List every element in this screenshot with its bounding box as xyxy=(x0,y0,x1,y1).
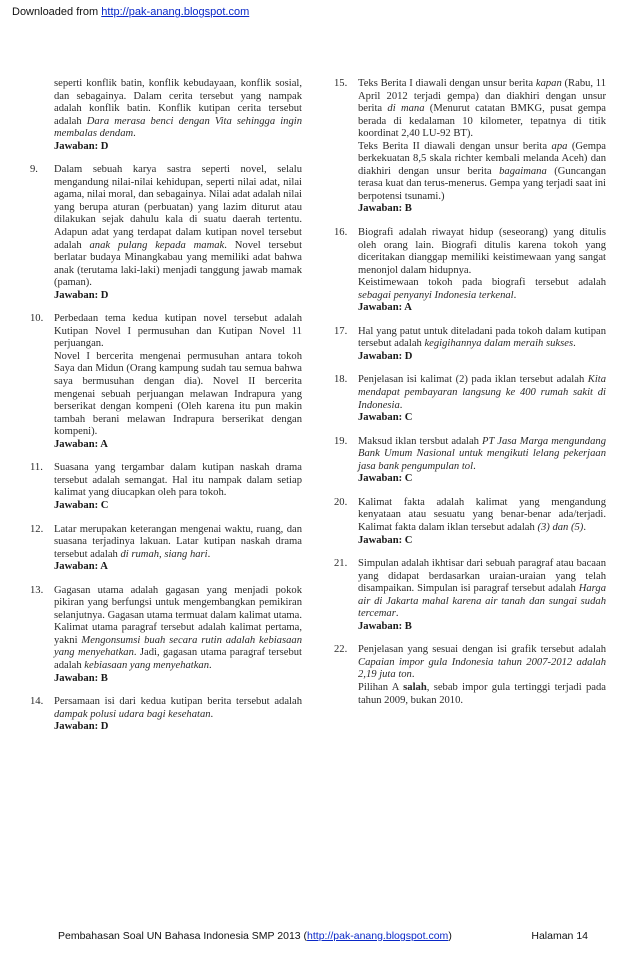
answer-key: Jawaban: D xyxy=(54,140,109,152)
answer-item xyxy=(28,78,302,153)
explanation-text: . xyxy=(209,659,212,671)
answer-key: Jawaban: C xyxy=(54,499,109,511)
explanation-text: Persamaan isi dari kedua kutipan berita tersebut adalah xyxy=(54,696,302,708)
explanation-text: . xyxy=(473,460,476,472)
left-column xyxy=(28,78,302,745)
footer-title-end: ) xyxy=(448,930,452,942)
item-number: 15. xyxy=(334,78,348,89)
page-footer xyxy=(58,930,588,942)
quoted-text: Harga air di Jakarta mahal karena air tanah dan sungai sudah tercemar xyxy=(358,583,606,620)
explanation-text: . xyxy=(210,708,214,720)
explanation-paragraph xyxy=(358,326,606,351)
explanation-paragraph xyxy=(54,313,302,351)
explanation-text: Biografi adalah riwayat hidup (seseorang) yang ditulis oleh orang lain. Biografi ditulis karena tokoh yang diceritakan dianggap memiliki keistimewaan yang sangat menonjol dalam hidupnya. xyxy=(358,227,606,276)
quoted-text: kapan xyxy=(535,78,562,89)
answer-key: Jawaban: C xyxy=(358,473,413,485)
download-source-header xyxy=(12,6,249,18)
quoted-text: PT Jasa Marga mengundang Bank Umum Nasional untuk mengikuti lelang pekerjaan jasa bank pengumpulan tol xyxy=(358,435,606,472)
item-number: 20. xyxy=(334,496,348,508)
quoted-text: di mana xyxy=(387,103,425,115)
explanation-text: Simpulan adalah ikhtisar dari sebuah paragraf atau bacaan yang didapat berdasarkan uraian-uraian yang telah disampaikan. Simpulan isi paragraf tersebut adalah xyxy=(358,558,606,595)
explanation-text: Pilihan A xyxy=(358,681,404,693)
answer-item xyxy=(28,524,302,574)
explanation-text: Maksud iklan tersbut adalah xyxy=(358,435,483,447)
explanation-text: Suasana yang tergambar dalam kutipan naskah drama tersebut adalah semangat. Hal itu nampak dalam setiap kalimat yang diucapkan oleh para tokoh. xyxy=(54,462,302,499)
explanation-text: seperti konflik batin, konflik kebudayaan, konflik sosial, dan sebagainya. Dalam cerita tersebut yang nampak adalah konflik batin. Konflik kutipan cerita tersebut adalah xyxy=(54,78,302,127)
explanation-text: . xyxy=(411,669,415,681)
answer-key: Jawaban: B xyxy=(358,620,412,632)
explanation-paragraph xyxy=(358,227,606,277)
explanation-text: (Gempa berkekuatan 8,5 skala richter kembali melanda Aceh) dan diakhiri dengan unsur berita xyxy=(358,140,606,177)
explanation-paragraph xyxy=(358,141,606,204)
answer-item xyxy=(28,462,302,512)
footer-title: Pembahasan Soal UN Bahasa Indonesia SMP 2013 ( xyxy=(58,930,308,942)
answer-item xyxy=(332,78,606,216)
explanation-paragraph xyxy=(358,497,606,535)
quoted-text: kegigihannya dalam meraih sukses xyxy=(424,338,574,350)
answer-item xyxy=(332,227,606,315)
item-number: 9. xyxy=(30,164,38,176)
page-number: Halaman 14 xyxy=(531,930,588,942)
answer-key: Jawaban: B xyxy=(54,672,108,684)
explanation-text: salah xyxy=(403,681,427,693)
quoted-text: Kita mendapat pembayaran langsung ke 400 rumah sakit di Indonesia xyxy=(358,374,606,411)
explanation-text: Penjelasan isi kalimat (2) pada iklan tersebut adalah xyxy=(358,374,588,386)
quoted-text: sebagai penyanyi Indonesia terkenal xyxy=(358,289,514,301)
item-number: 11. xyxy=(30,462,43,474)
explanation-text: . xyxy=(399,399,403,411)
answer-item xyxy=(28,313,302,451)
explanation-text: . xyxy=(513,289,517,301)
explanation-text: . xyxy=(583,521,586,533)
quoted-text: Dara merasa benci dengan Vita sehingga ingin membalas dendam xyxy=(54,115,302,140)
explanation-text: Perbedaan tema kedua kutipan novel tersebut adalah Kutipan Novel I permusuhan dan Kutipan Novel 11 perjuangan. xyxy=(54,313,302,350)
quoted-text: di rumah, siang hari xyxy=(120,548,208,560)
answer-key: Jawaban: A xyxy=(358,302,412,314)
answer-item xyxy=(332,497,606,547)
answer-item xyxy=(332,374,606,424)
explanation-text: Teks Berita I diawali dengan unsur berita xyxy=(358,78,536,89)
explanation-text: . xyxy=(133,128,136,140)
item-number: 22. xyxy=(334,644,348,656)
answer-key: Jawaban: A xyxy=(54,561,108,573)
explanation-paragraph xyxy=(54,78,302,141)
quoted-text: anak pulang kepada mamak xyxy=(89,239,225,251)
answer-key: Jawaban: D xyxy=(54,289,109,301)
explanation-paragraph xyxy=(54,164,302,289)
explanation-text: Latar merupakan keterangan mengenai waktu, ruang, dan suasana terjadinya lakuan. Latar kutipan naskah drama tersebut adalah xyxy=(54,523,302,560)
quoted-text: kebiasaan yang menyehatkan xyxy=(84,659,210,671)
quoted-text: dampak polusi udara bagi kesehatan xyxy=(54,708,211,720)
explanation-paragraph xyxy=(54,696,302,721)
answer-item xyxy=(28,585,302,685)
explanation-paragraph xyxy=(54,524,302,562)
answer-item xyxy=(332,558,606,633)
answer-item xyxy=(28,164,302,302)
explanation-text: . xyxy=(207,548,211,560)
explanation-text: Teks Berita II diawali dengan unsur berita xyxy=(358,140,552,152)
explanation-paragraph xyxy=(54,351,302,439)
answer-key: Jawaban: D xyxy=(54,721,109,733)
quoted-text: Mengonsumsi buah secara rutin adalah kebiasaan yang menyehatkan xyxy=(54,634,302,659)
answer-key: Jawaban: D xyxy=(358,350,413,362)
explanation-paragraph xyxy=(358,374,606,412)
explanation-text: (Menurut catatan BMKG, pusat gempa berada di kedalaman 10 kilometer, tepatnya di titik koordinat 2,40 LU-92 BT). xyxy=(358,103,607,140)
explanation-text: . xyxy=(395,608,399,620)
explanation-text: (Guncangan terasa kuat dan terus-menerus. Gempa yang terjadi saat ini berpotensi tsunami.) xyxy=(358,165,607,202)
quoted-text: bagaimana xyxy=(499,165,547,177)
footer-source-link[interactable]: http://pak-anang.blogspot.com xyxy=(307,930,449,942)
answer-item xyxy=(28,696,302,734)
explanation-paragraph xyxy=(358,682,606,707)
explanation-text: , sebab impor gula tertinggi terjadi pada tahun 2009, bukan 2010. xyxy=(358,681,607,706)
explanation-text: Penjelasan yang sesuai dengan isi grafik tersebut adalah xyxy=(358,644,606,656)
item-number: 14. xyxy=(30,696,44,708)
explanation-paragraph xyxy=(358,644,606,682)
quoted-text: (3) dan (5) xyxy=(537,521,584,533)
explanation-text: Hal yang patut untuk diteladani pada tokoh dalam kutipan tersebut adalah xyxy=(358,325,606,350)
right-column xyxy=(332,78,606,718)
answer-key: Jawaban: C xyxy=(358,534,413,546)
answer-key: Jawaban: B xyxy=(358,203,412,215)
scanned-page xyxy=(28,78,610,876)
answer-item xyxy=(332,644,606,707)
explanation-text: . Novel tersebut berlatar budaya Minangkabau yang memiliki adat bahwa anak (terutama laki-laki) menjadi tanggung jawab mamak (paman). xyxy=(54,239,303,289)
explanation-text: (Rabu, 11 April 2012 terjadi gempa) dan diakhiri dengan unsur berita xyxy=(358,78,607,115)
quoted-text: apa xyxy=(551,140,568,152)
explanation-text: Novel I bercerita mengenai permusuhan antara tokoh Saya dan Midun (Orang kampung sudah tau semua bahwa saya bermusuhan dengan dia). Novel II bercerita mengenai sebuah perjuangan melawan Indrapura yang berserikat dengan kompeni (Oleh karena itu pun makin tambah berani melawan Indrapura berserikat dengan kompeni). xyxy=(54,350,302,438)
explanation-paragraph xyxy=(358,558,606,621)
item-number: 17. xyxy=(334,325,348,337)
explanation-text: Dalam sebuah karya sastra seperti novel, selalu mengandung nilai-nilai kehidupan, seperti nilai adat, nilai agama, nilai moral, dan sebagainya. Nilai adat adalah nilai yang berupa aturan (perbuatan) yang lazim diturut atau dilakukan sejak dahulu kala di suatu daerah tertentu. Adapun adat yang terdapat dalam kutipan novel tersebut adalah xyxy=(54,164,302,251)
item-number: 18. xyxy=(334,374,348,386)
explanation-text: . Jadi, gagasan utama paragraf tersebut adalah xyxy=(54,647,302,671)
explanation-text: Gagasan utama adalah gagasan yang menjadi pokok pikiran yang berfungsi untuk mengembangkan pemikiran selanjutnya. Gagasan utama termuat dalam kalimat utama. Kalimat utama paragraf tersebut adalah kalimat pertama, yakni xyxy=(54,584,302,646)
explanation-paragraph xyxy=(358,78,606,141)
answer-key: Jawaban: C xyxy=(358,412,413,424)
item-number: 21. xyxy=(334,558,348,570)
explanation-paragraph xyxy=(54,585,302,673)
quoted-text: Capaian impor gula Indonesia tahun 2007-2012 adalah 2,19 juta ton xyxy=(358,656,606,681)
item-number: 10. xyxy=(30,313,44,325)
item-number: 16. xyxy=(334,227,348,239)
explanation-text: Kalimat fakta adalah kalimat yang mengandung kenyataan atau sesuatu yang benar-benar ada/terjadi. Kalimat fakta dalam iklan tersebut adalah xyxy=(358,496,606,533)
explanation-text: Keistimewaan tokoh pada biografi tersebut adalah xyxy=(358,277,606,289)
explanation-paragraph xyxy=(358,436,606,474)
item-number: 12. xyxy=(30,523,44,535)
answer-item xyxy=(332,326,606,364)
explanation-paragraph xyxy=(54,462,302,500)
header-source-link[interactable]: http://pak-anang.blogspot.com xyxy=(101,6,250,18)
item-number: 13. xyxy=(30,584,44,596)
explanation-paragraph xyxy=(358,277,606,302)
item-number: 19. xyxy=(334,435,348,447)
header-prefix: Downloaded from xyxy=(12,6,102,18)
explanation-text: . xyxy=(573,338,576,350)
answer-key: Jawaban: A xyxy=(54,438,108,450)
answer-item xyxy=(332,436,606,486)
